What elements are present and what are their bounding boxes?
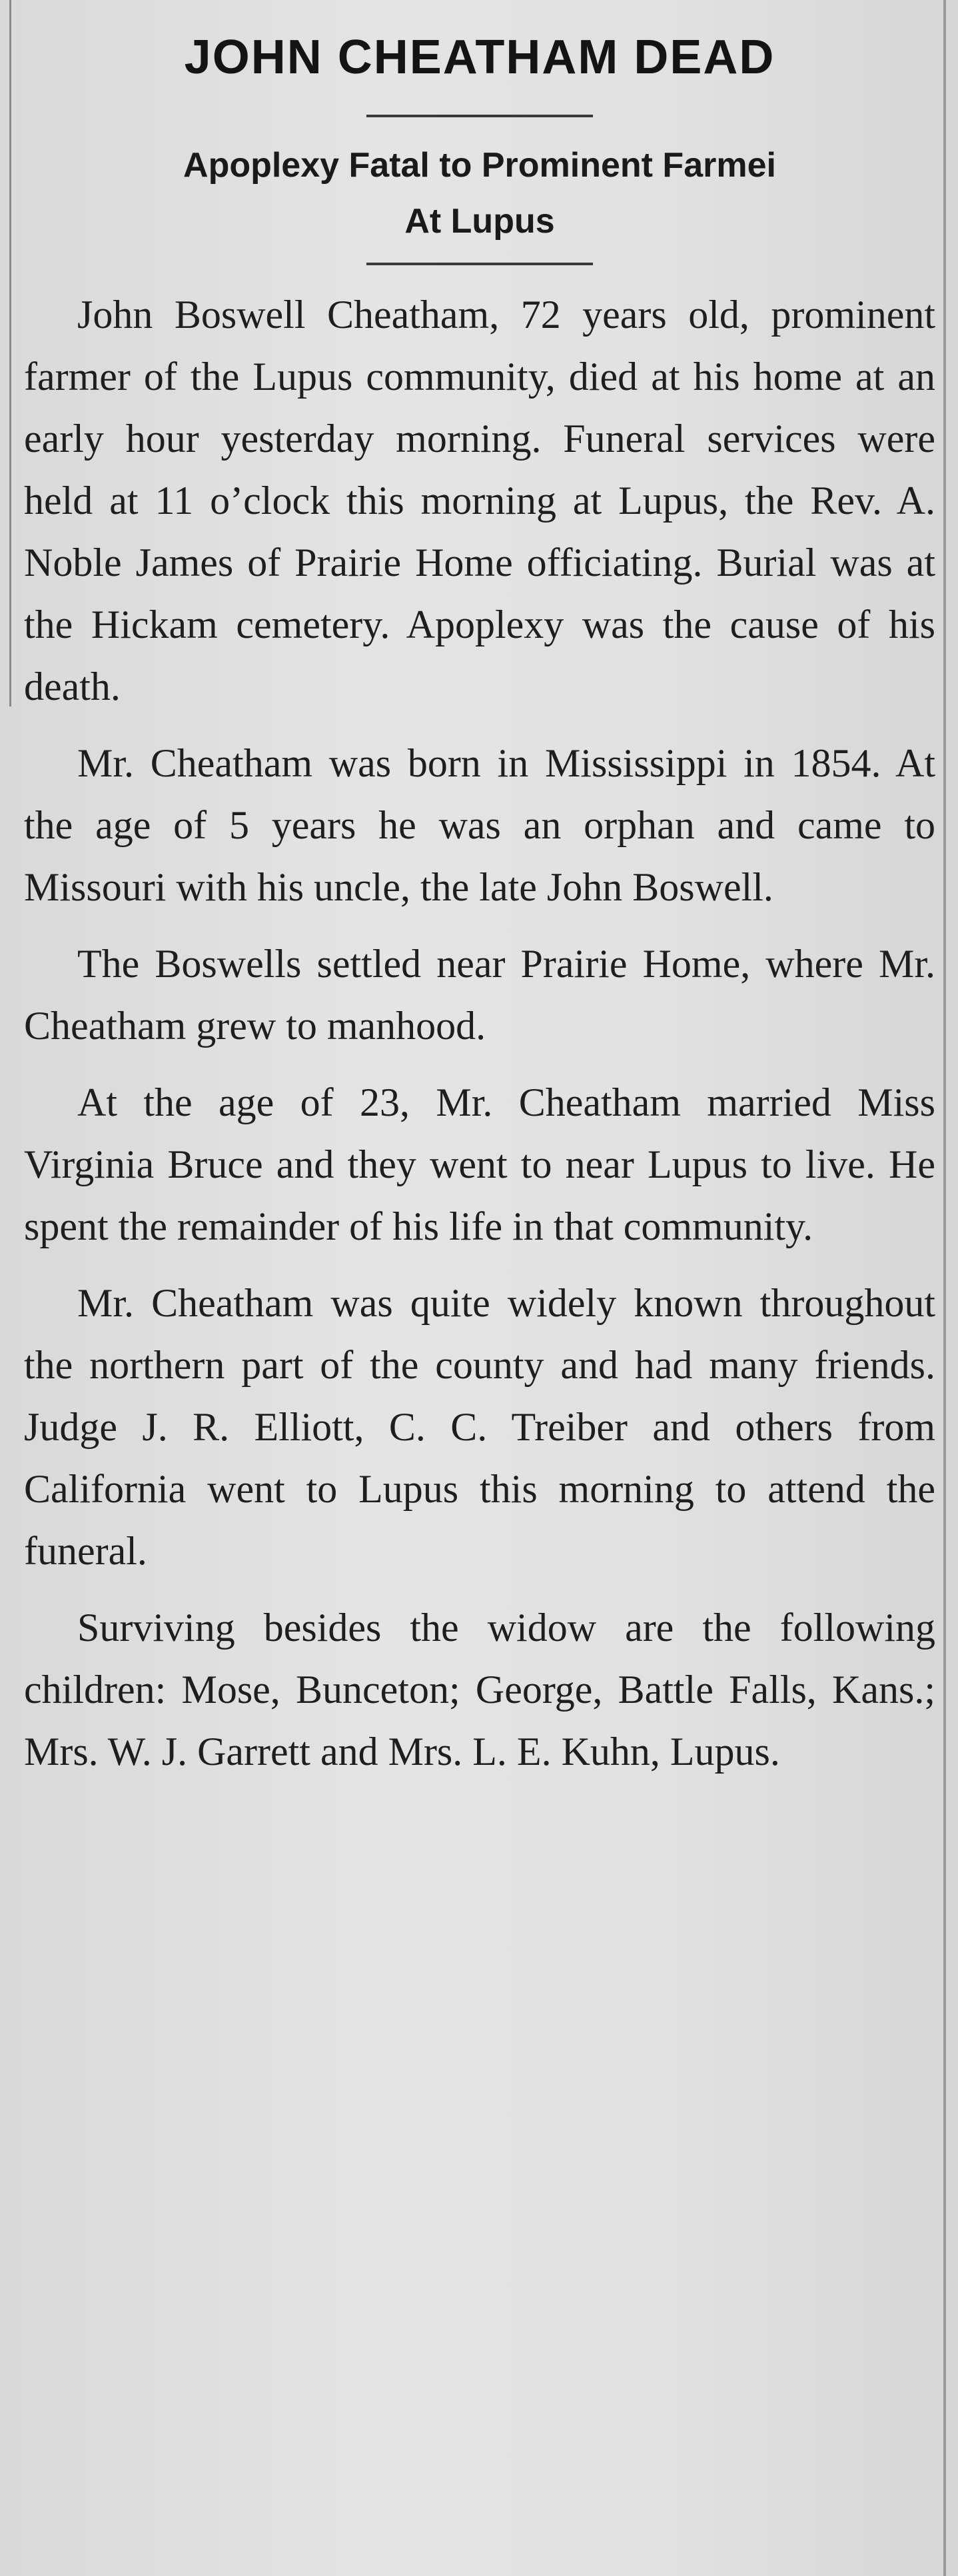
paragraph-survivors: Surviving besides the widow are the following children: Mose, Bunceton; George, Battle Falls, Kans.; Mrs. W. J. Garrett and Mrs. L. E. Kuhn, Lupus. xyxy=(24,1606,935,1774)
subhead-divider xyxy=(366,263,593,265)
paragraph-friends: Mr. Cheatham was quite widely known throughout the northern part of the county and had many friends. Judge J. R. Elliott, C. C. Treiber and others from California went to Lupus this morning to attend the funeral. xyxy=(24,1281,935,1573)
headline: JOHN CHEATHAM DEAD xyxy=(184,31,775,84)
paragraph-birth: Mr. Cheatham was born in Mississippi in 1854. At the age of 5 years he was an orphan and came to Missouri with his uncle, the late John Boswell. xyxy=(24,741,935,909)
paragraph-death-notice: John Boswell Cheatham, 72 years old, prominent farmer of the Lupus community, died at his home at an early hour yesterday morning. Funeral services were held at 11 o’clock this morning at Lupus, the Rev. A. Noble James of Prairie Home officiating. Burial was at the Hickam cemetery. Apoplexy was the cause of his death. xyxy=(24,293,935,708)
headline-divider xyxy=(366,115,593,117)
subhead-line-1: Apoplexy Fatal to Prominent Farmei xyxy=(183,146,776,185)
paragraph-settlement: The Boswells settled near Prairie Home, where Mr. Cheatham grew to manhood. xyxy=(24,942,935,1048)
column-rule-right xyxy=(943,0,946,2576)
article-column xyxy=(24,24,935,1798)
column-rule-left xyxy=(9,0,11,706)
paragraph-marriage: At the age of 23, Mr. Cheatham married Miss Virginia Bruce and they went to near Lupus to live. He spent the remainder of his life in that community. xyxy=(24,1080,935,1248)
subhead-line-2: At Lupus xyxy=(404,202,555,241)
